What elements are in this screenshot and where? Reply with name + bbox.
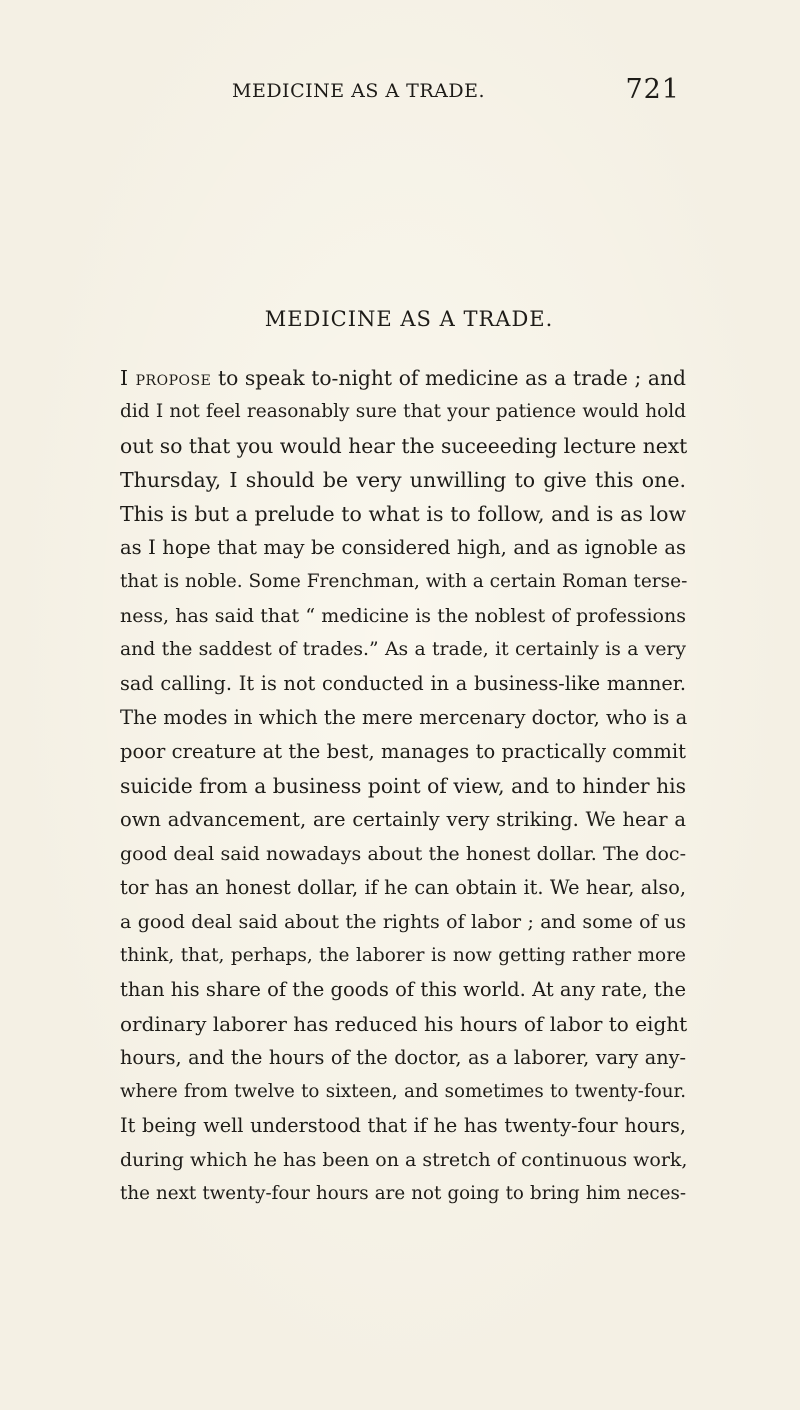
- text-line: ordinary laborer has reduced his hours of labor to eight: [120, 1012, 688, 1036]
- text-line: tor has an honest dollar, if he can obtain it. We hear, also,: [120, 876, 686, 899]
- text-line: think, that, perhaps, the laborer is now getting rather more: [120, 945, 686, 966]
- text-line: where from twelve to sixteen, and sometimes to twenty-four.: [120, 1081, 686, 1102]
- text-line: suicide from a business point of view, and to hinder his: [120, 774, 686, 798]
- text-line: sad calling. It is not conducted in a business-like manner.: [120, 672, 686, 695]
- text-line: Thursday, I should be very unwilling to give this one.: [120, 468, 686, 492]
- text-line: out so that you would hear the suceeeding lecture next: [120, 434, 688, 458]
- text-line: and the saddest of trades.” As a trade, it certainly is a very: [120, 639, 686, 660]
- page-number: 721: [625, 74, 680, 105]
- text-line: a good deal said about the rights of labor ; and some of us: [120, 911, 686, 933]
- text-line: The modes in which the mere mercenary doctor, who is a: [120, 706, 688, 729]
- text-line: than his share of the goods of this world. At any rate, the: [120, 978, 686, 1001]
- running-head: [232, 74, 680, 114]
- text-line: as I hope that may be considered high, and as ignoble as: [120, 536, 686, 559]
- text-line: poor creature at the best, manages to practically commit: [120, 740, 686, 763]
- text-line: did I not feel reasonably sure that your patience would hold: [120, 401, 686, 422]
- text-line: good deal said nowadays about the honest dollar. The doc-: [120, 843, 686, 865]
- text-line: ness, has said that “ medicine is the noblest of professions: [120, 605, 686, 627]
- text-line-content: to speak to-night of medicine as a trade ; and: [211, 366, 686, 390]
- text-line: [120, 364, 686, 392]
- running-head-title: MEDICINE AS A TRADE.: [232, 80, 486, 102]
- text-line: own advancement, are certainly very striking. We hear a: [120, 808, 686, 831]
- text-line: hours, and the hours of the doctor, as a laborer, vary any-: [120, 1046, 686, 1069]
- chapter-title: MEDICINE AS A TRADE.: [264, 307, 554, 331]
- text-line: It being well understood that if he has twenty-four hours,: [120, 1114, 686, 1137]
- text-line: that is noble. Some Frenchman, with a certain Roman terse-: [120, 571, 688, 592]
- text-line: This is but a prelude to what is to follow, and is as low: [120, 502, 686, 526]
- text-line: the next twenty-four hours are not going to bring him neces-: [120, 1183, 686, 1204]
- opening-word: I propose: [120, 366, 212, 390]
- text-line: during which he has been on a stretch of continuous work,: [120, 1149, 688, 1171]
